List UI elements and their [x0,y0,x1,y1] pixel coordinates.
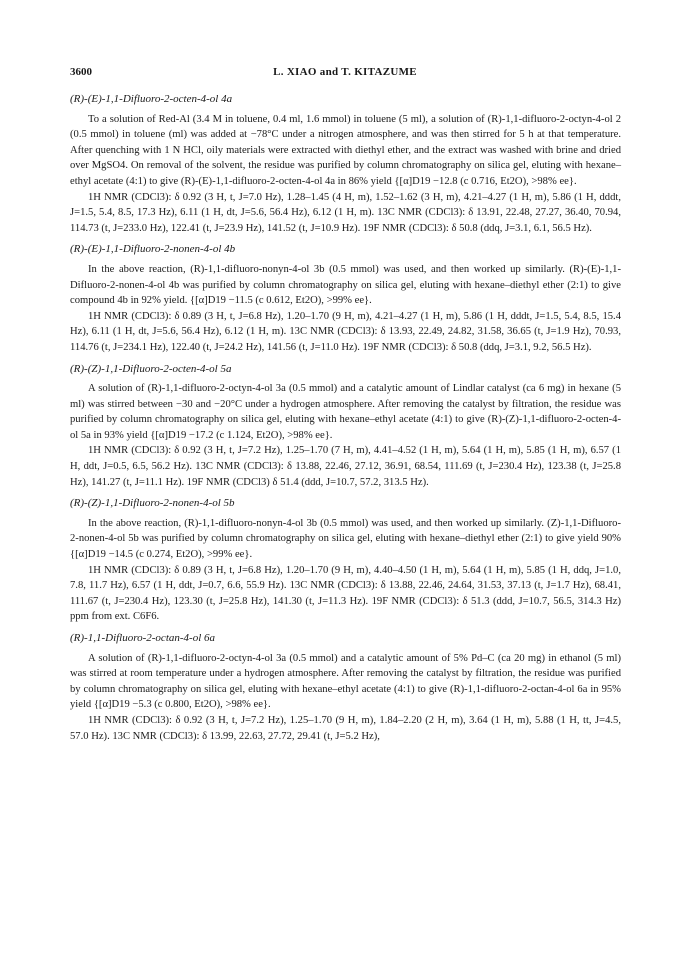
nmr-paragraph: 1H NMR (CDCl3): δ 0.89 (3 H, t, J=6.8 Hz), 1.20–1.70 (9 H, m), 4.40–4.50 (1 H, m), 5.64 (1 H, m), 5.85 (1 H, ddq, J=1.0, 7.8, 11.7 Hz), 6.57 (1 H, ddt, J=0.7, 6.6, 55.9 Hz). 13C NMR (CDCl3): δ 13.88, 22.46, 24.64, 31.53, 37.13 (t, J=1.7 Hz), 68.41, 111.67 (t, J=230.4 Hz), 123.30 (t, J=25.8 Hz), 141.30 (t, J=11.3 Hz). 19F NMR (CDCl3): δ 51.3 (ddd, J=10.7, 56.5, 314.3 Hz) ppm from ext. C6F6. [70,564,621,623]
section-5a [70,362,621,491]
section-6a [70,631,621,744]
nmr-paragraph: 1H NMR (CDCl3): δ 0.89 (3 H, t, J=6.8 Hz), 1.20–1.70 (9 H, m), 4.21–4.27 (1 H, m), 5.86 (1 H, dddt, J=1.5, 5.4, 8.5, 15.4 Hz), 6.11 (1 H, dt, J=5.6, 56.4 Hz), 6.12 (1 H, m). 13C NMR (CDCl3): δ 13.93, 22.49, 24.82, 31.58, 36.65 (t, J=1.9 Hz), 70.93, 114.76 (t, J=234.1 Hz), 122.40 (t, J=24.2 Hz), 141.56 (t, J=11.0 Hz). 19F NMR (CDCl3): δ 50.8 (ddq, J=3.1, 9.2, 56.5 Hz). [70,310,621,353]
procedure-paragraph: In the above reaction, (R)-1,1-difluoro-nonyn-4-ol 3b (0.5 mmol) was used, and then worked up similarly. (R)-(E)-1,1-Difluoro-2-nonen-4-ol 4b was purified by column chromatography on silica gel, eluting with hexane–diethyl ether (2:1) to give compound 4b in 92% yield. {[α]D19 −11.5 (c 0.612, Et2O), >99% ee}. [70,263,621,307]
procedure-paragraph: A solution of (R)-1,1-difluoro-2-octyn-4-ol 3a (0.5 mmol) and a catalytic amount of Lindlar catalyst (ca 6 mg) in hexane (5 ml) was stirred between −30 and −20°C under a hydrogen atmosphere. After removing the catalyst by filtration, the residue was purified by column chromatography on silica gel, eluting with hexane–ethyl acetate (4:1) to give (R)-(Z)-1,1-difluoro-2-octen-4-ol 5a in 93% yield {[α]D19 −17.2 (c 1.124, Et2O), >98% ee}. [70,383,621,441]
page-header [70,66,620,82]
nmr-paragraph: 1H NMR (CDCl3): δ 0.92 (3 H, t, J=7.2 Hz), 1.25–1.70 (7 H, m), 4.41–4.52 (1 H, m), 5.64 (1 H, m), 5.85 (1 H, m), 6.57 (1 H, ddt, J=0.5, 6.5, 56.2 Hz). 13C NMR (CDCl3): δ 13.88, 22.46, 27.12, 36.91, 68.54, 111.69 (t, J=230.4 Hz), 123.38 (t, J=25.8 Hz), 141.27 (t, J=11.1 Hz). 19F NMR (CDCl3) δ 51.4 (ddd, J=10.7, 57.2, 313.5 Hz). [70,445,621,488]
nmr-paragraph: 1H NMR (CDCl3): δ 0.92 (3 H, t, J=7.2 Hz), 1.25–1.70 (9 H, m), 1.84–2.20 (2 H, m), 3.64 (1 H, m), 5.88 (1 H, tt, J=4.5, 57.0 Hz). 13C NMR (CDCl3): δ 13.99, 22.63, 27.72, 29.41 (t, J=5.2 Hz), [70,714,621,742]
section-title: (R)-(Z)-1,1-Difluoro-2-nonen-4-ol 5b [70,497,235,510]
section-title: (R)-(Z)-1,1-Difluoro-2-octen-4-ol 5a [70,362,232,375]
section-title: (R)-(E)-1,1-Difluoro-2-octen-4-ol 4a [70,93,233,105]
section-title: (R)-1,1-Difluoro-2-octan-4-ol 6a [70,632,216,644]
procedure-paragraph: A solution of (R)-1,1-difluoro-2-octyn-4-ol 3a (0.5 mmol) and a catalytic amount of 5% Pd–C (ca 20 mg) in ethanol (5 ml) was stirred at room temperature under a hydrogen atmosphere. After removing the catalyst by filtration, the residue was purified by column chromatography on silica gel, eluting with hexane–ethyl acetate (4:1) to give (R)-1,1-difluoro-2-octan-4-ol 6a in 95% yield {[α]D19 −5.3 (c 0.800, Et2O), >98% ee}. [70,652,621,711]
procedure-paragraph: In the above reaction, (R)-1,1-difluoro-nonyn-4-ol 3b (0.5 mmol) was used, and then worked up similarly. (Z)-1,1-Difluoro-2-nonen-4-ol 5b was purified by column chromatography on silica gel, eluting with hexane–diethyl ether (2:1) to give yield 90% {[α]D19 −14.5 (c 0.274, Et2O), >99% ee}. [70,517,621,561]
nmr-paragraph: 1H NMR (CDCl3): δ 0.92 (3 H, t, J=7.0 Hz), 1.28–1.45 (4 H, m), 1.52–1.62 (3 H, m), 4.21–4.27 (1 H, m), 5.86 (1 H, dddt, J=1.5, 5.4, 8.5, 17.3 Hz), 6.11 (1 H, dt, J=5.6, 56.4 Hz), 6.12 (1 H, m). 13C NMR (CDCl3): δ 13.91, 22.48, 27.27, 36.40, 70.94, 114.73 (t, J=233.0 Hz), 122.41 (t, J=23.9 Hz), 141.52 (t, J=10.9 Hz). 19F NMR (CDCl3): δ 50.8 (ddq, J=3.1, 6.1, 56.5 Hz). [70,191,621,234]
section-title: (R)-(E)-1,1-Difluoro-2-nonen-4-ol 4b [70,243,236,256]
section-4a [70,92,621,236]
running-head: L. XIAO and T. KITAZUME [273,66,417,78]
body-text [70,92,621,750]
procedure-paragraph: To a solution of Red-Al (3.4 M in toluene, 0.4 ml, 1.6 mmol) in toluene (5 ml), a solution of (R)-1,1-difluoro-2-octyn-4-ol 2 (0.5 mmol) in toluene (ml) was added at −78°C under a nitrogen atmosphere, and was then stirred for 5 h at that temperature. After quenching with 1 N HCl, oily materials were extracted with diethyl ether, and the extract was washed with brine and dried over MgSO4. On removal of the solvent, the residue was purified by column chromatography on silica gel, eluting with hexane–ethyl acetate (4:1) to give (R)-(E)-1,1-difluoro-2-octen-4-ol 4a in 86% yield {[α]D19 −12.8 (c 0.716, Et2O), >98% ee}. [70,113,621,187]
section-4b [70,242,621,355]
page-number: 3600 [70,66,92,78]
section-5b [70,496,621,625]
